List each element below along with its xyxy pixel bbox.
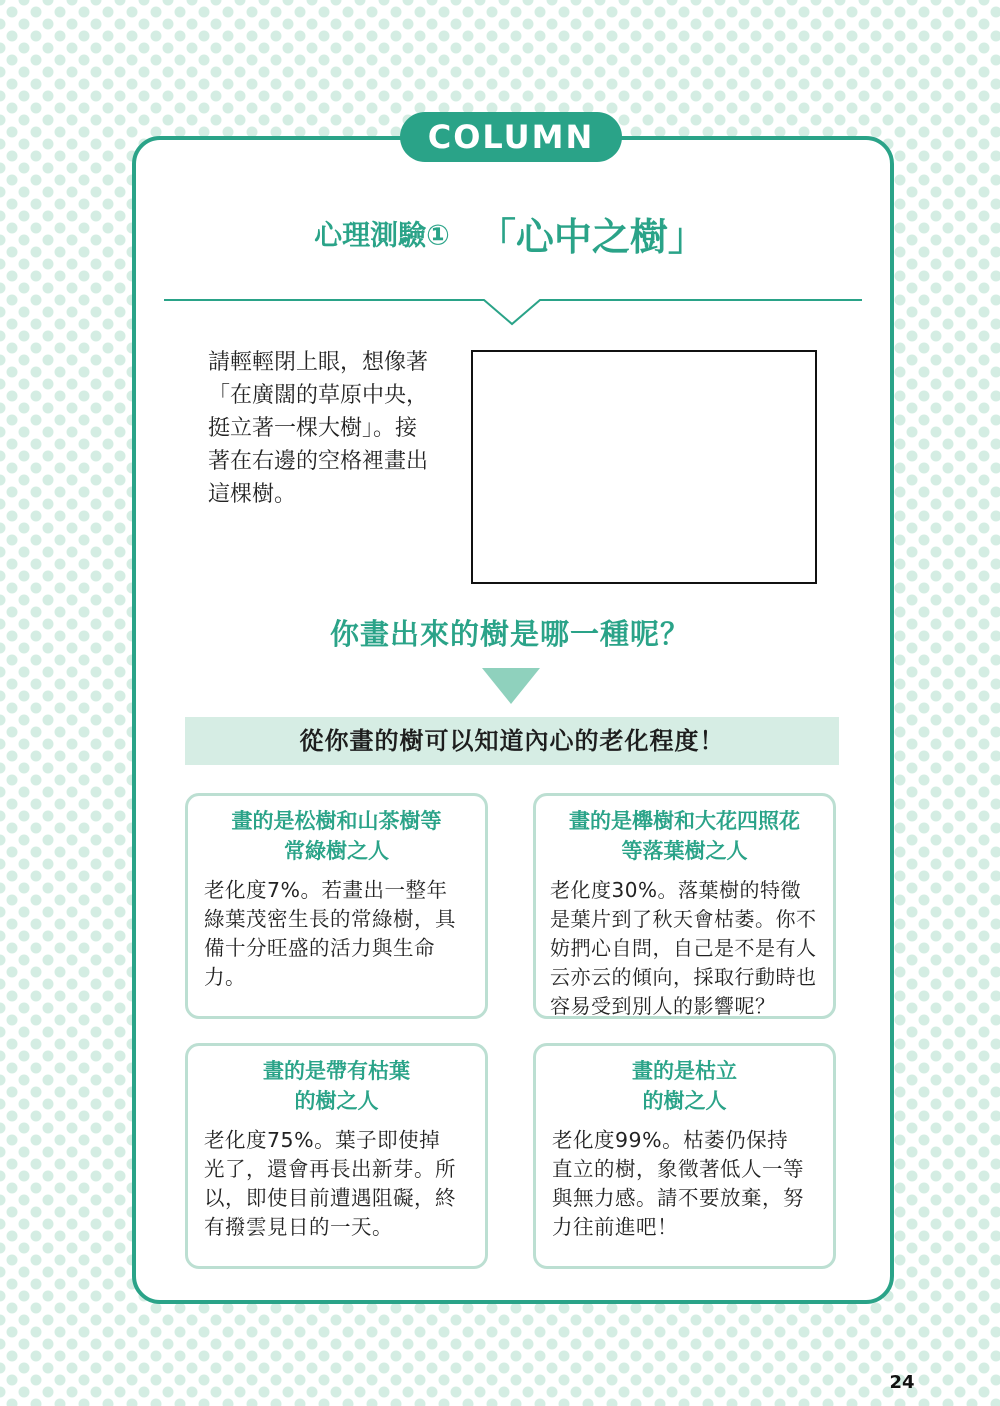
intro-line: 「在廣闊的草原中央， — [208, 383, 429, 408]
column-tag: COLUMN — [400, 112, 622, 162]
card-title-line: 畫的是櫸樹和大花四照花 — [569, 809, 800, 833]
card-body-line: 有撥雲見日的一天。 — [204, 1215, 393, 1239]
question-heading: 你畫出來的樹是哪一種呢？ — [329, 617, 690, 651]
card-body-line: 老化度99%。枯萎仍保持 — [552, 1128, 789, 1152]
card-title-line: 畫的是帶有枯葉 — [263, 1059, 410, 1083]
card-body-line: 光了，還會再長出新芽。所 — [204, 1157, 456, 1181]
card-body-line: 是葉片到了秋天會枯萎。你不 — [550, 907, 817, 931]
card-body — [552, 1126, 819, 1242]
card-title — [188, 806, 485, 866]
intro-line: 這棵樹。 — [208, 482, 297, 507]
card-body-line: 云亦云的傾向，採取行動時也 — [550, 965, 817, 989]
result-band: 從你畫的樹可以知道內心的老化程度！ — [185, 717, 839, 765]
card-body — [204, 1126, 471, 1242]
card-title-line: 畫的是枯立 — [632, 1059, 737, 1083]
card-body-line: 力。 — [204, 965, 246, 989]
card-title-line: 等落葉樹之人 — [621, 839, 748, 863]
card-body-line: 老化度30%。落葉樹的特徵 — [550, 878, 801, 902]
card-body-line: 力往前進吧！ — [552, 1215, 678, 1239]
result-card-deciduous — [533, 793, 836, 1019]
intro-text — [208, 346, 448, 511]
card-title-line: 畫的是松樹和山茶樹等 — [231, 809, 442, 833]
card-body-line: 老化度75%。葉子即使掉 — [204, 1128, 441, 1152]
intro-line: 請輕輕閉上眼，想像著 — [208, 350, 429, 375]
card-title — [536, 1056, 833, 1116]
card-title-line: 的樹之人 — [642, 1089, 727, 1113]
down-triangle-icon — [482, 668, 540, 704]
page-number: 24 — [889, 1372, 915, 1393]
result-card-dead-tree — [533, 1043, 836, 1269]
title-divider — [164, 296, 862, 328]
card-body-line: 備十分旺盛的活力與生命 — [204, 936, 435, 960]
card-title-line: 常綠樹之人 — [284, 839, 389, 863]
intro-line: 挺立著一棵大樹」。接 — [208, 416, 418, 441]
intro-line: 著在右邊的空格裡畫出 — [208, 449, 429, 474]
page-title — [160, 206, 860, 266]
card-body-line: 綠葉茂密生長的常綠樹，具 — [204, 907, 456, 931]
card-body-line: 以，即使目前遭遇阻礙，終 — [204, 1186, 456, 1210]
card-body-line: 與無力感。請不要放棄，努 — [552, 1186, 804, 1210]
card-body-line: 妨捫心自問，自己是不是有人 — [550, 936, 817, 960]
card-title-line: 的樹之人 — [294, 1089, 379, 1113]
result-card-evergreen — [185, 793, 488, 1019]
card-title — [536, 806, 833, 866]
card-title — [188, 1056, 485, 1116]
title-main: 「心中之樹」 — [477, 215, 706, 259]
title-sub: 心理測驗① — [314, 218, 450, 252]
card-body-line: 老化度7%。若畫出一整年 — [204, 878, 448, 902]
card-body — [204, 876, 471, 992]
card-body-line: 容易受到別人的影響呢？ — [550, 994, 776, 1018]
card-body-line: 直立的樹，象徵著低人一等 — [552, 1157, 804, 1181]
result-card-withered-leaves — [185, 1043, 488, 1269]
card-body — [550, 876, 823, 1021]
drawing-box — [471, 350, 817, 584]
